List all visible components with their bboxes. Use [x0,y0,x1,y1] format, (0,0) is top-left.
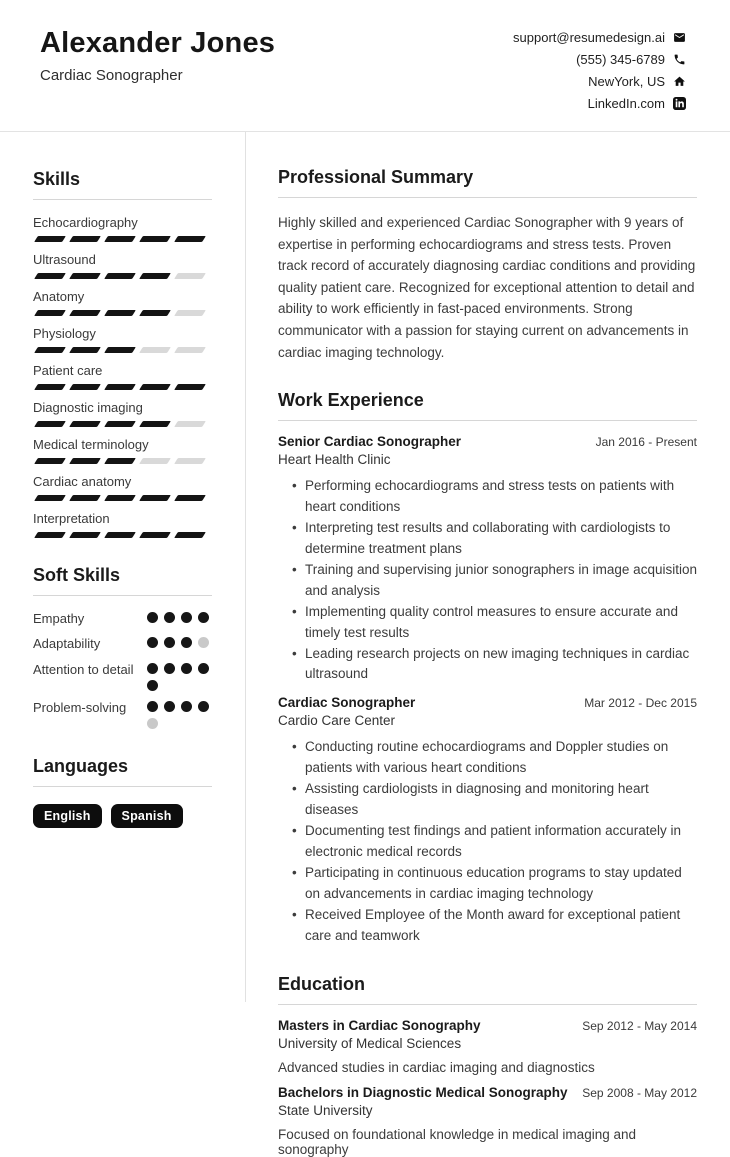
skill-bar-segment [69,532,101,538]
job-company: Cardio Care Center [278,713,396,729]
soft-skills-heading: Soft Skills [33,565,212,596]
soft-skill-label: Problem-solving [33,699,127,715]
degree-title: Masters in Cardiac Sonography [278,1017,481,1033]
skill-bar-segment [69,273,101,279]
soft-skill-row [33,700,212,729]
education-entry [278,1085,697,1157]
skill-bar-segment [139,310,171,316]
education-description: Advanced studies in cardiac imaging and diagnostics [278,1059,595,1075]
skill-bar-segment [139,458,171,464]
experience-heading: Work Experience [278,390,697,421]
skill-bar-segment [34,458,66,464]
skill-bar-segment [139,495,171,501]
skill-bar-segment [69,310,101,316]
job-entry [278,434,697,685]
skill-label: Ultrasound [33,252,96,267]
skill-bar-segment [174,310,206,316]
skill-label: Medical terminology [33,437,149,452]
skill-bar [33,236,212,242]
header [0,0,730,132]
contact-text: LinkedIn.com [587,96,665,111]
skill-label: Patient care [33,363,103,378]
job-bullet: • Assisting cardiologists in diagnosing and monitoring heart diseases [292,779,697,821]
job-bullet: • Performing echocardiograms and stress tests on patients with heart conditions [292,476,697,518]
skill-item [33,437,212,464]
rating-dot [181,701,192,712]
contact-list [513,27,686,111]
job-header [278,695,697,710]
job-title: Senior Cardiac Sonographer [278,434,462,450]
skill-bar-segment [69,236,101,242]
skill-bar [33,532,212,538]
soft-skill-dots [147,700,211,729]
job-bullet: • Leading research projects on new imaging techniques in cardiac ultrasound [292,644,697,686]
languages-heading: Languages [33,756,212,787]
main-content [246,132,730,1157]
soft-skill-label: Empathy [33,611,85,626]
soft-skill-dots [147,611,211,623]
skill-bar-segment [69,495,101,501]
skill-bar-segment [139,532,171,538]
language-pill: English [33,804,102,828]
rating-dot [198,612,209,623]
skill-label: Anatomy [33,289,85,304]
skill-bar-segment [139,273,171,279]
education-description: Focused on foundational knowledge in medical imaging and sonography [278,1126,636,1157]
job-bullet: • Implementing quality control measures to ensure accurate and timely test results [292,602,697,644]
skill-bar-segment [34,273,66,279]
language-pill: Spanish [111,804,183,828]
education-section [278,974,697,1157]
job-bullet: • Participating in continuous education programs to stay updated on advancements in cardiac imaging technology [292,863,697,905]
education-entry [278,1018,697,1075]
education-dates: Sep 2012 - May 2014 [582,1018,697,1033]
rating-dot [147,701,158,712]
skill-bar-segment [139,384,171,390]
skill-bar-segment [174,273,206,279]
rating-dot [147,637,158,648]
skill-item [33,252,212,279]
experience-section [278,390,697,946]
soft-skill-row [33,662,212,691]
skill-bar-segment [69,458,101,464]
skill-bar-segment [174,384,206,390]
skill-bar-segment [139,236,171,242]
skill-bar-segment [69,421,101,427]
soft-skill-label: Attention to detail [33,661,134,677]
skill-item [33,215,212,242]
skill-bar-segment [69,347,101,353]
skill-bar-segment [34,421,66,427]
soft-skill-dots [147,636,211,648]
skill-bar-segment [104,236,136,242]
rating-dot [181,612,192,623]
skill-bar-segment [174,532,206,538]
rating-dot [198,663,209,674]
contact-row-home [588,74,686,89]
skill-item [33,289,212,316]
job-bullet: • Received Employee of the Month award for exceptional patient care and teamwork [292,905,697,947]
school-name: State University [278,1102,373,1118]
skill-bar-segment [174,458,206,464]
rating-dot [198,637,209,648]
education-dates: Sep 2008 - May 2012 [582,1085,697,1100]
skill-bar [33,273,212,279]
skill-label: Physiology [33,326,96,341]
education-header [278,1085,697,1100]
rating-dot [164,637,175,648]
rating-dot [164,701,175,712]
skill-label: Diagnostic imaging [33,400,143,415]
jobs-list [278,434,697,946]
degree-title: Bachelors in Diagnostic Medical Sonography [278,1084,568,1100]
skill-bar [33,310,212,316]
skill-item [33,400,212,427]
skill-bar-segment [139,347,171,353]
skill-bar-segment [174,347,206,353]
summary-text: Highly skilled and experienced Cardiac Sonographer with 9 years of expertise in performing echocardiograms and stress tests. Proven track record of accurately diagnosing cardiac conditions and providing quality patient care. Recognized for exceptional attention to detail and ability to work efficiently in fast-paced environments. Strong communicator with a passion for staying current on advancements in cardiac imaging technology. [278,215,696,360]
skill-bar-segment [104,421,136,427]
skill-bar-segment [104,310,136,316]
rating-dot [164,663,175,674]
soft-skill-dots [147,662,211,691]
skills-list [33,215,212,538]
job-title-subtitle: Cardiac Sonographer [40,67,183,84]
skill-bar [33,495,212,501]
rating-dot [147,663,158,674]
skill-label: Cardiac anatomy [33,474,132,489]
skill-bar-segment [104,347,136,353]
skill-bar-segment [174,421,206,427]
skill-bar-segment [174,495,206,501]
skill-bar-segment [139,421,171,427]
rating-dot [164,612,175,623]
soft-skill-row [33,636,212,652]
skill-bar-segment [104,458,136,464]
skill-label: Interpretation [33,511,110,526]
soft-skills-section [33,565,212,729]
linkedin-icon [673,97,686,110]
sidebar [0,132,245,1023]
contact-text: support@resumedesign.ai [513,30,665,45]
job-header [278,434,697,449]
contact-text: NewYork, US [588,74,665,89]
job-entry [278,695,697,946]
page-title: Alexander Jones [40,27,276,59]
body-columns [0,132,730,1157]
home-icon [673,75,686,88]
skill-bar-segment [104,532,136,538]
phone-icon [673,53,686,66]
job-dates: Mar 2012 - Dec 2015 [584,696,697,711]
job-bullet: • Documenting test findings and patient information accurately in electronic medical records [292,821,697,863]
skill-bar-segment [104,273,136,279]
job-bullets [292,476,697,685]
job-dates: Jan 2016 - Present [595,435,697,450]
soft-skill-row [33,611,212,627]
skill-bar [33,458,212,464]
skill-bar-segment [34,495,66,501]
skills-section [33,169,212,538]
rating-dot [198,701,209,712]
skill-bar [33,421,212,427]
rating-dot [181,663,192,674]
skill-bar-segment [104,495,136,501]
skill-bar-segment [34,347,66,353]
skill-bar-segment [34,310,66,316]
soft-skill-label: Adaptability [33,636,101,652]
contact-row-email[interactable] [513,30,686,45]
skill-item [33,363,212,390]
email-icon [673,31,686,44]
rating-dot [147,612,158,623]
skill-bar-segment [34,384,66,390]
contact-row-linkedin[interactable] [588,96,686,111]
rating-dot [181,637,192,648]
education-list [278,1018,697,1157]
soft-skills-list [33,611,212,729]
contact-row-phone[interactable] [576,52,686,67]
skill-bar [33,347,212,353]
summary-heading: Professional Summary [278,167,697,198]
school-name: University of Medical Sciences [278,1035,462,1051]
job-bullet: • Training and supervising junior sonographers in image acquisition and analysis [292,560,697,602]
skill-bar-segment [69,384,101,390]
contact-text: (555) 345-6789 [576,52,665,67]
skill-item [33,326,212,353]
languages-list [33,804,212,828]
job-company: Heart Health Clinic [278,452,391,468]
identity-block [40,27,275,84]
skill-bar-segment [174,236,206,242]
job-bullet: • Conducting routine echocardiograms and Doppler studies on patients with various heart conditions [292,737,697,779]
education-heading: Education [278,974,697,1005]
skill-bar-segment [104,384,136,390]
rating-dot [147,718,158,729]
skills-heading: Skills [33,169,212,200]
skill-bar-segment [34,236,66,242]
skill-item [33,474,212,501]
job-bullet: • Interpreting test results and collaborating with cardiologists to determine treatment plans [292,518,697,560]
rating-dot [147,680,158,691]
skill-bar [33,384,212,390]
education-header [278,1018,697,1033]
job-bullets [292,737,697,946]
skill-item [33,511,212,538]
skill-bar-segment [34,532,66,538]
languages-section [33,756,212,828]
skill-label: Echocardiography [33,215,138,230]
summary-section [278,167,697,363]
job-title: Cardiac Sonographer [278,695,416,711]
